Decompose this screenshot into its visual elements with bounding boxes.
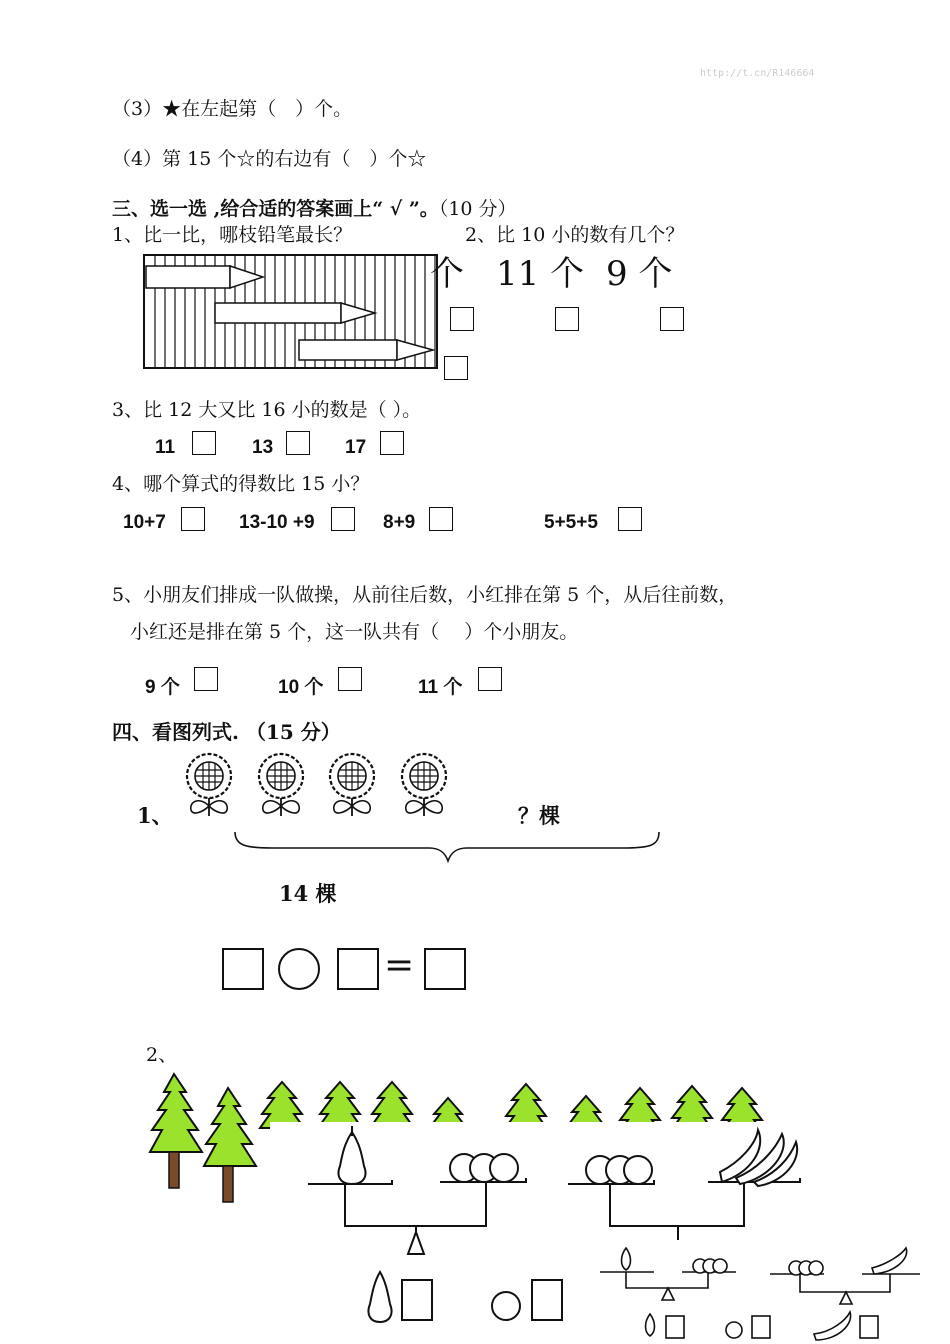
flower-4 (402, 754, 446, 816)
s3q4-checkbox-4[interactable] (618, 507, 642, 531)
s3q3-checkbox-13[interactable] (286, 431, 310, 455)
s3q4-checkbox-1[interactable] (181, 507, 205, 531)
flowers-group (183, 752, 473, 824)
s3q2-checkbox-3[interactable] (660, 307, 684, 331)
s3q5-option-11: 11 个 (418, 677, 463, 698)
s3-question-3: 3、比 12 大又比 16 小的数是（ ）。 (112, 399, 422, 421)
section-3-heading (112, 194, 517, 221)
equation-box-3[interactable] (424, 948, 466, 990)
total-brace (233, 830, 663, 864)
s3q5-checkbox-9[interactable] (194, 667, 218, 691)
s3q3-checkbox-17[interactable] (380, 431, 404, 455)
s3q1-checkbox[interactable] (444, 356, 468, 380)
s3q4-option-1: 10+7 (123, 512, 166, 533)
flower-3 (330, 754, 374, 816)
watermark: http://t.cn/R146664 (700, 68, 815, 79)
s3q2-checkbox-1[interactable] (450, 307, 474, 331)
section-3-title: 三、选一选 ,给合适的答案画上“ √ ”。 (112, 198, 439, 220)
tree-big-1 (150, 1074, 202, 1188)
s3q4-checkbox-3[interactable] (429, 507, 453, 531)
flower-1 (187, 754, 231, 816)
s3q3-option-13: 13 (252, 437, 274, 458)
s4q1-question-label: ？棵 (518, 803, 560, 828)
s4-question-1-number: 1、 (137, 803, 173, 828)
small-apples-icon-2 (789, 1261, 823, 1275)
tree-big-2 (204, 1088, 256, 1202)
equals-sign: = (384, 945, 415, 986)
s3q5-checkbox-10[interactable] (338, 667, 362, 691)
question-4: （4）第 15 个☆的右边有（ ）个☆ (112, 148, 427, 170)
answer-box-apple[interactable] (532, 1280, 562, 1320)
s3q5-checkbox-11[interactable] (478, 667, 502, 691)
s3q4-checkbox-2[interactable] (331, 507, 355, 531)
section-4-title: 四、看图列式. （15 分） (112, 720, 341, 744)
apples-icon-2 (586, 1156, 652, 1184)
s3q5-option-10: 10 个 (278, 677, 324, 698)
s3q3-option-17: 17 (345, 437, 367, 458)
s3-question-5-line-2: 小红还是排在第 5 个，这一队共有（ ）个小朋友。 (130, 621, 579, 643)
equation-circle[interactable] (278, 948, 320, 990)
equation-box-2[interactable] (337, 948, 379, 990)
answer-box-pear[interactable] (402, 1280, 432, 1320)
s4q1-total-label: 14 棵 (279, 881, 337, 906)
small-answer-box-2[interactable] (752, 1316, 770, 1338)
small-answer-box-3[interactable] (860, 1316, 878, 1338)
equation-box-1[interactable] (222, 948, 264, 990)
question-3: （3）★在左起第（ ）个。 (112, 98, 353, 120)
s3-question-5-line-1: 5、小朋友们排成一队做操，从前往后数，小红排在第 5 个，从后往前数， (112, 584, 738, 606)
small-apple-answer-icon (726, 1322, 742, 1338)
s3q3-checkbox-11[interactable] (192, 431, 216, 455)
s3q2-option-2: 9 个 (606, 254, 673, 294)
s3q2-option-1: 11 个 (496, 254, 585, 294)
apples-icon (450, 1154, 518, 1182)
small-apples-icon (693, 1259, 727, 1273)
pencil-middle (215, 303, 375, 323)
s3q5-option-9: 9 个 (145, 677, 180, 698)
s3-question-4: 4、哪个算式的得数比 15 小？ (112, 473, 370, 495)
pencils-figure (143, 254, 443, 372)
balance-scales-overlay (270, 1122, 950, 1344)
flower-2 (259, 754, 303, 816)
s3q4-option-4: 5+5+5 (544, 512, 598, 533)
small-answer-box-1[interactable] (666, 1316, 684, 1338)
section-3-score: （10 分） (438, 198, 517, 220)
s3q4-option-2: 13-10 +9 (239, 512, 315, 533)
apple-answer-icon (492, 1292, 520, 1320)
s3-question-2: 2、比 10 小的数有几个？ (465, 224, 685, 246)
s3q3-option-11: 11 (155, 437, 176, 458)
s3q2-option-0: 个 (430, 254, 464, 294)
s4-question-2-number: 2、 (146, 1044, 178, 1066)
s3q2-checkbox-2[interactable] (555, 307, 579, 331)
s3-question-1: 1、比一比，哪枝铅笔最长？ (112, 224, 353, 246)
s3q4-option-3: 8+9 (383, 512, 416, 533)
